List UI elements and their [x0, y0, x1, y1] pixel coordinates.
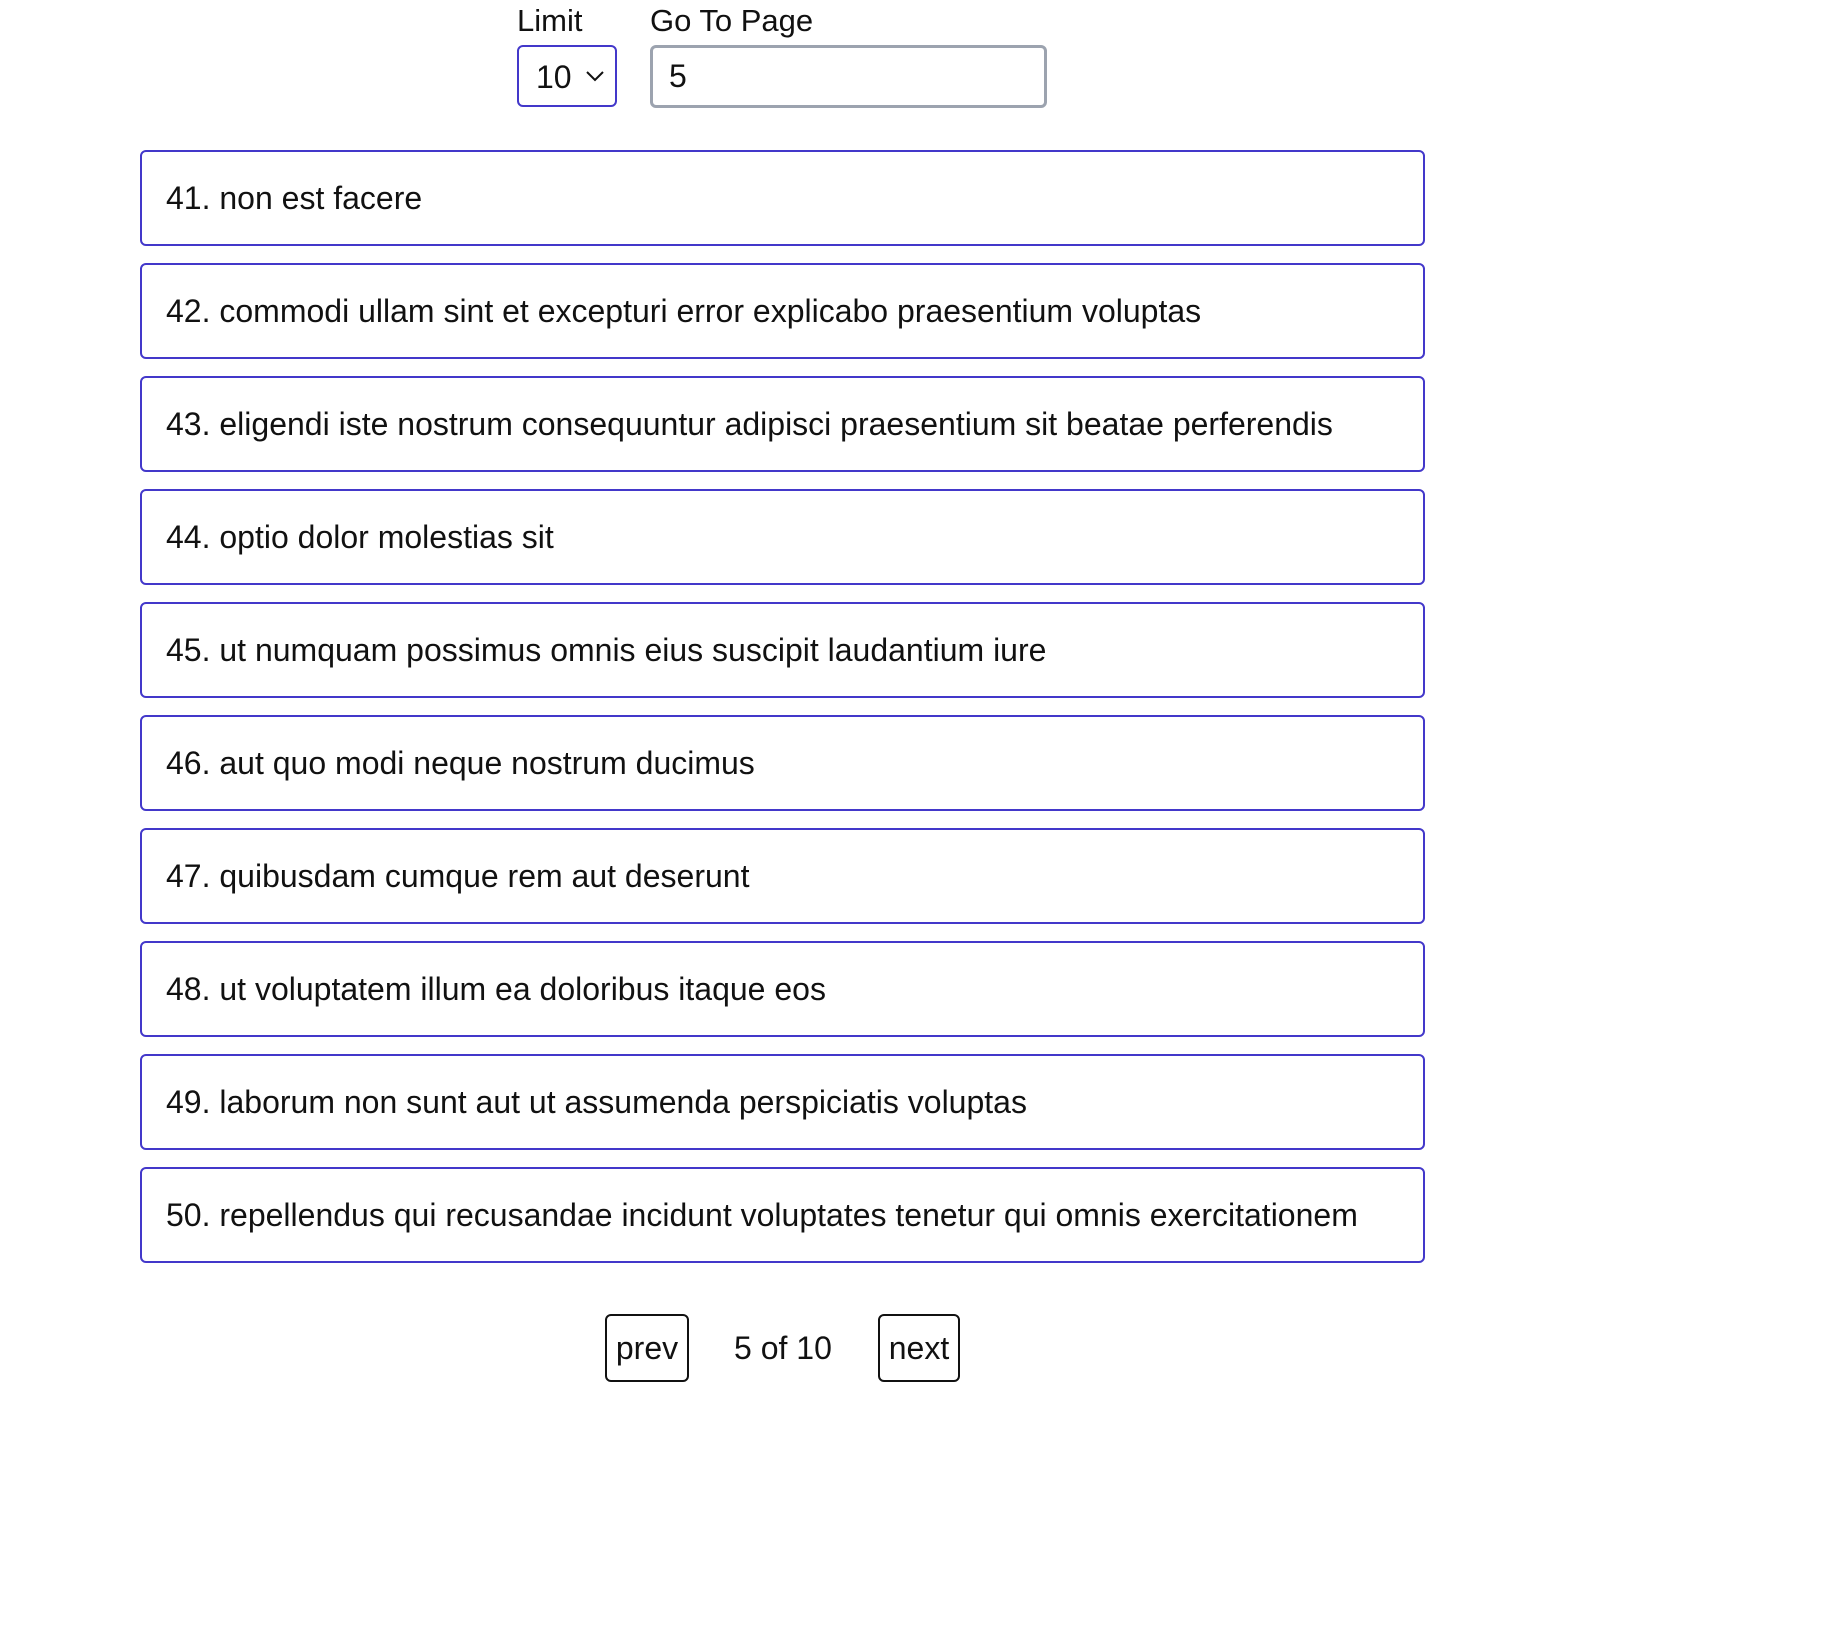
limit-label: Limit [517, 3, 583, 38]
page-indicator: 5 of 10 [734, 1330, 832, 1366]
list-item: 44. optio dolor molestias sit [140, 489, 1425, 585]
list-item: 41. non est facere [140, 150, 1425, 246]
list-item: 48. ut voluptatem illum ea doloribus itaque eos [140, 941, 1425, 1037]
list-item: 42. commodi ullam sint et excepturi error explicabo praesentium voluptas [140, 263, 1425, 359]
limit-select[interactable] [517, 45, 617, 107]
list-item: 45. ut numquam possimus omnis eius suscipit laudantium iure [140, 602, 1425, 698]
list-item: 46. aut quo modi neque nostrum ducimus [140, 715, 1425, 811]
chevron-down-icon [584, 67, 606, 85]
list-controls [0, 0, 1838, 120]
prev-button[interactable]: prev [605, 1314, 689, 1382]
list-item: 47. quibusdam cumque rem aut deserunt [140, 828, 1425, 924]
item-list [140, 150, 1425, 1280]
go-to-page-input[interactable] [650, 45, 1047, 108]
next-button[interactable]: next [878, 1314, 960, 1382]
list-item: 43. eligendi iste nostrum consequuntur adipisci praesentium sit beatae perferendis [140, 376, 1425, 472]
list-item: 49. laborum non sunt aut ut assumenda perspiciatis voluptas [140, 1054, 1425, 1150]
go-to-page-label: Go To Page [650, 3, 814, 38]
list-item: 50. repellendus qui recusandae incidunt voluptates tenetur qui omnis exercitationem [140, 1167, 1425, 1263]
pagination [0, 1314, 1838, 1382]
limit-select-value: 10 [536, 59, 572, 95]
